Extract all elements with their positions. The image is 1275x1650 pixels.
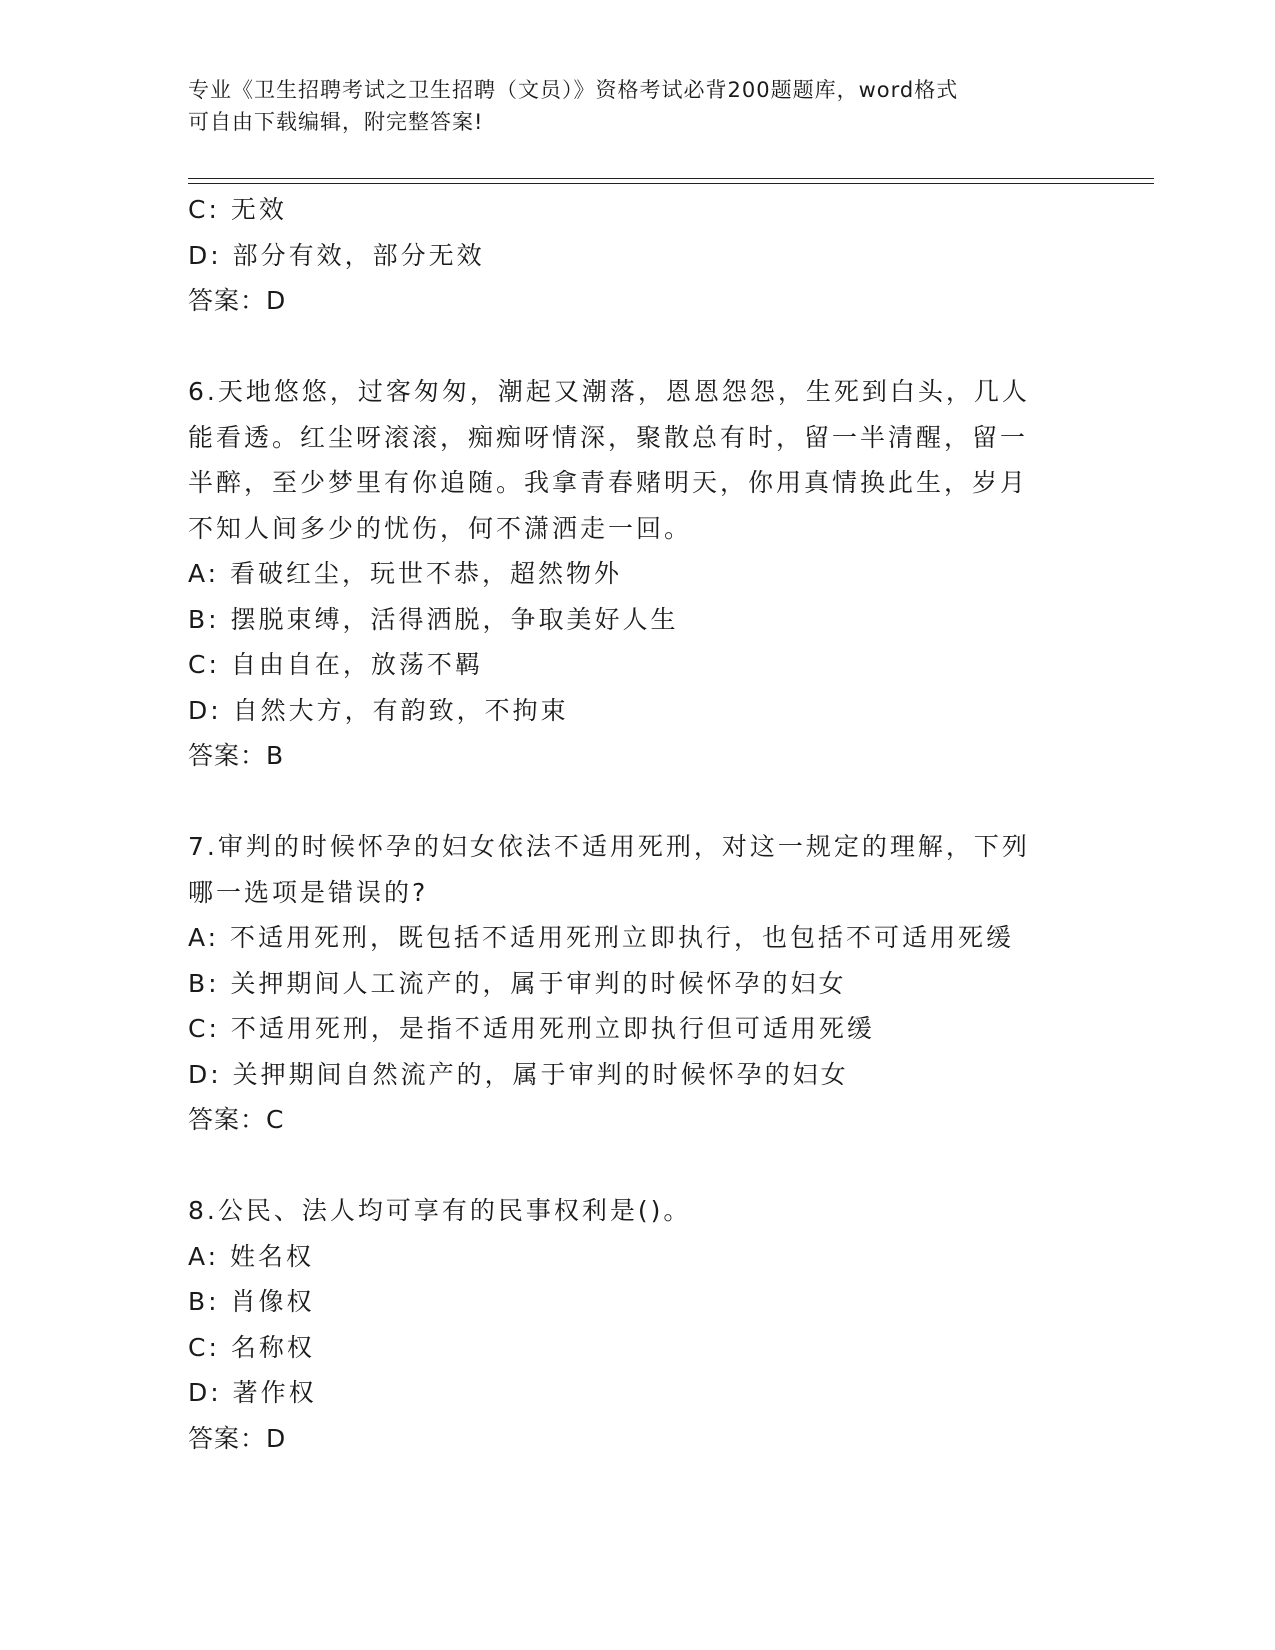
- option-a: A: 看破红尘，玩世不恭，超然物外: [188, 559, 623, 588]
- option-c: C: 不适用死刑，是指不适用死刑立即执行但可适用死缓: [188, 1014, 875, 1043]
- option-d: D: 部分有效，部分无效: [188, 240, 485, 270]
- spacer: [188, 324, 1088, 370]
- answer: 答案：B: [188, 741, 285, 770]
- answer: 答案：D: [188, 1423, 287, 1453]
- question-stem: 8.公民、法人均可享有的民事权利是()。: [188, 1196, 692, 1225]
- option-b: B: 关押期间人工流产的，属于审判的时候怀孕的妇女: [188, 968, 847, 998]
- option-a: A: 姓名权: [188, 1241, 315, 1271]
- question-7: [188, 824, 1088, 1143]
- question-stem: 哪一选项是错误的?: [188, 877, 429, 907]
- option-c: C: 自由自在，放荡不羁: [188, 650, 483, 679]
- header-line: 可自由下载编辑，附完整答案!: [188, 110, 484, 134]
- option-d: D: 著作权: [188, 1378, 317, 1407]
- option-c: C: 无效: [188, 195, 287, 224]
- header-line: 专业《卫生招聘考试之卫生招聘（文员）》资格考试必背200题题库，word格式: [188, 78, 959, 102]
- option-b: B: 肖像权: [188, 1287, 315, 1316]
- option-d: D: 自然大方，有韵致，不拘束: [188, 695, 569, 725]
- answer: 答案：D: [188, 286, 287, 315]
- option-d: D: 关押期间自然流产的，属于审判的时候怀孕的妇女: [188, 1059, 849, 1089]
- option-b: B: 摆脱束缚，活得洒脱，争取美好人生: [188, 604, 679, 634]
- question-8: [188, 1188, 1088, 1461]
- question-stem: 不知人间多少的忧伤，何不潇洒走一回。: [188, 513, 693, 543]
- answer: 答案：C: [188, 1105, 285, 1134]
- header-divider: [188, 178, 1154, 179]
- question-stem: 能看透。红尘呀滚滚，痴痴呀情深，聚散总有时，留一半清醒，留一: [188, 422, 1029, 452]
- option-a: A: 不适用死刑，既包括不适用死刑立即执行，也包括不可适用死缓: [188, 923, 1015, 952]
- question-stem: 半醉，至少梦里有你追随。我拿青春赌明天，你用真情换此生，岁月: [188, 468, 1029, 497]
- page-header: [188, 74, 1068, 138]
- question-6: [188, 369, 1088, 779]
- spacer: [188, 779, 1088, 825]
- spacer: [188, 1143, 1088, 1189]
- header-divider: [188, 183, 1154, 184]
- question-stem: 6.天地悠悠，过客匆匆，潮起又潮落，恩恩怨怨，生死到白头，几人: [188, 377, 1030, 406]
- question-list: [188, 187, 1088, 1461]
- question-continuation: [188, 187, 1088, 324]
- option-c: C: 名称权: [188, 1332, 315, 1362]
- question-stem: 7.审判的时候怀孕的妇女依法不适用死刑，对这一规定的理解，下列: [188, 832, 1030, 861]
